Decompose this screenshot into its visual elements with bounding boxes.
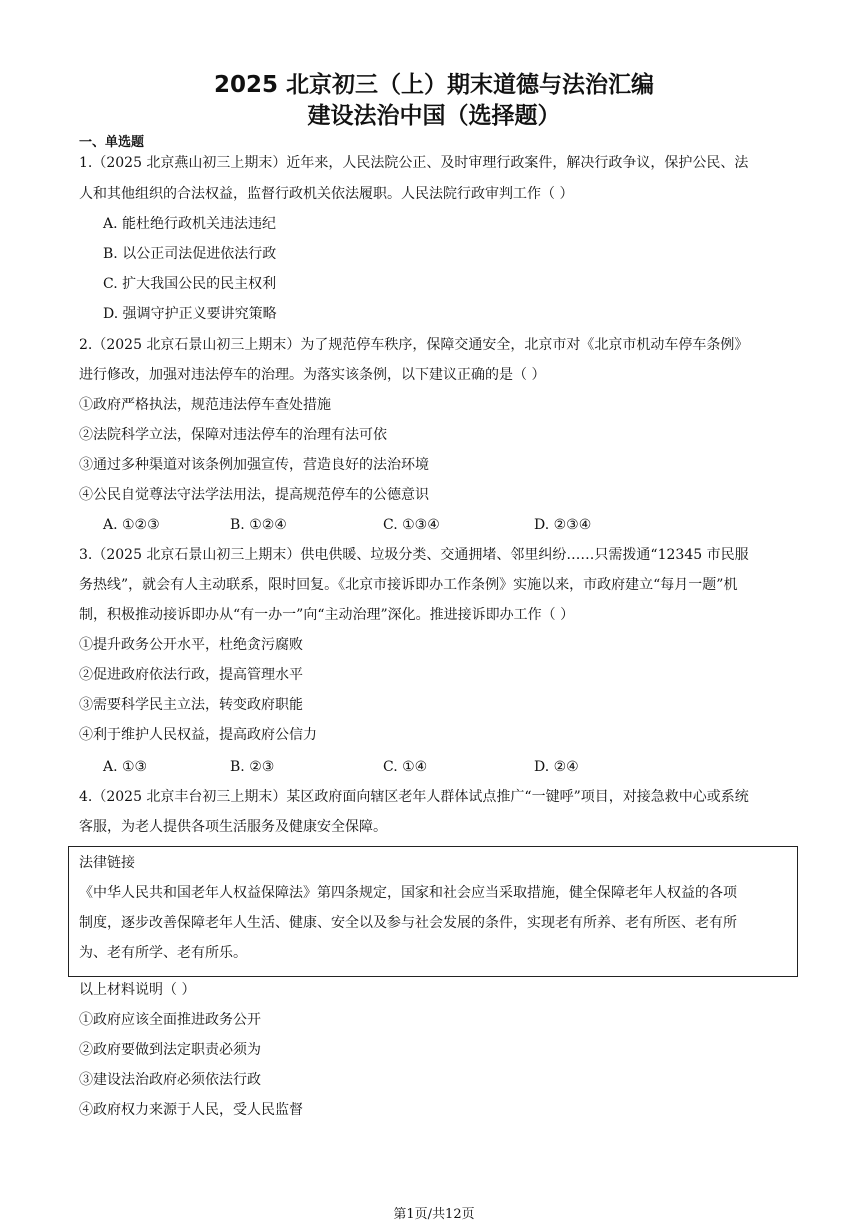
question-3-option-d: D. ②④ bbox=[534, 759, 579, 775]
question-3-line-2: 务热线”，就会有人主动联系，限时回复。《北京市接诉即办工作条例》实施以来，市政府建立“每月一题”机 bbox=[79, 577, 738, 593]
question-2-option-b: B. ①②④ bbox=[230, 517, 287, 533]
question-2-statement-1: ①政府严格执法，规范违法停车查处措施 bbox=[79, 397, 331, 413]
document-title: 2025 北京初三（上）期末道德与法治汇编 bbox=[213, 72, 655, 98]
question-1-line-2: 人和其他组织的合法权益，监督行政机关依法履职。人民法院行政审判工作（ ） bbox=[79, 186, 574, 202]
question-4-statement-3: ③建设法治政府必须依法行政 bbox=[79, 1072, 261, 1088]
question-1-line-1: 1.（2025 北京燕山初三上期末）近年来，人民法院公正、及时审理行政案件，解决行政争议，保护公民、法 bbox=[79, 155, 749, 171]
question-2-line-1: 2.（2025 北京石景山初三上期末）为了规范停车秩序，保障交通安全，北京市对《北京市机动车停车条例》 bbox=[79, 337, 749, 353]
question-4-stem: 以上材料说明（ ） bbox=[79, 982, 196, 998]
question-2-option-c: C. ①③④ bbox=[383, 517, 440, 533]
law-link-line-1: 《中华人民共和国老年人权益保障法》第四条规定，国家和社会应当采取措施，健全保障老年人权益的各项 bbox=[79, 885, 737, 901]
question-3-option-b: B. ②③ bbox=[230, 759, 275, 775]
question-1-option-d: D. 强调守护正义要讲究策略 bbox=[103, 306, 277, 322]
question-3-statement-4: ④利于维护人民权益，提高政府公信力 bbox=[79, 727, 317, 743]
question-3-option-a: A. ①③ bbox=[103, 759, 148, 775]
question-2-line-2: 进行修改，加强对违法停车的治理。为落实该条例，以下建议正确的是（ ） bbox=[79, 367, 546, 383]
page-number: 第1页/共12页 bbox=[393, 1207, 475, 1222]
question-3-statement-1: ①提升政务公开水平，杜绝贪污腐败 bbox=[79, 637, 303, 653]
section-heading: 一、单选题 bbox=[79, 135, 145, 150]
question-2-statement-3: ③通过多种渠道对该条例加强宣传，营造良好的法治环境 bbox=[79, 457, 429, 473]
document-subtitle: 建设法治中国（选择题） bbox=[307, 103, 561, 129]
question-3-statement-2: ②促进政府依法行政，提高管理水平 bbox=[79, 667, 303, 683]
question-2-option-d: D. ②③④ bbox=[534, 517, 592, 533]
question-4-line-2: 客服，为老人提供各项生活服务及健康安全保障。 bbox=[79, 819, 387, 835]
question-4-statement-4: ④政府权力来源于人民，受人民监督 bbox=[79, 1102, 303, 1118]
law-link-line-3: 为、老有所学、老有所乐。 bbox=[79, 945, 247, 961]
question-4-line-1: 4.（2025 北京丰台初三上期末）某区政府面向辖区老年人群体试点推广“一键呼”项目，对接急救中心或系统 bbox=[79, 789, 749, 805]
question-3-statement-3: ③需要科学民主立法，转变政府职能 bbox=[79, 697, 303, 713]
question-3-option-c: C. ①④ bbox=[383, 759, 428, 775]
law-link-heading: 法律链接 bbox=[79, 855, 135, 871]
question-1-option-a: A. 能杜绝行政机关违法违纪 bbox=[103, 216, 277, 232]
question-4-statement-1: ①政府应该全面推进政务公开 bbox=[79, 1012, 261, 1028]
question-4-statement-2: ②政府要做到法定职责必须为 bbox=[79, 1042, 261, 1058]
question-2-statement-2: ②法院科学立法，保障对违法停车的治理有法可依 bbox=[79, 427, 387, 443]
question-3-line-1: 3.（2025 北京石景山初三上期末）供电供暖、垃圾分类、交通拥堵、邻里纠纷……只需拨通“12345 市民服 bbox=[79, 547, 749, 563]
question-2-statement-4: ④公民自觉尊法守法学法用法，提高规范停车的公德意识 bbox=[79, 487, 429, 503]
law-link-line-2: 制度，逐步改善保障老年人生活、健康、安全以及参与社会发展的条件，实现老有所养、老有所医、老有所 bbox=[79, 915, 737, 931]
question-1-option-b: B. 以公正司法促进依法行政 bbox=[103, 246, 277, 262]
question-1-option-c: C. 扩大我国公民的民主权利 bbox=[103, 276, 277, 292]
question-3-line-3: 制，积极推动接诉即办从“有一办一”向“主动治理”深化。推进接诉即办工作（ ） bbox=[79, 607, 575, 623]
question-2-option-a: A. ①②③ bbox=[103, 517, 160, 533]
